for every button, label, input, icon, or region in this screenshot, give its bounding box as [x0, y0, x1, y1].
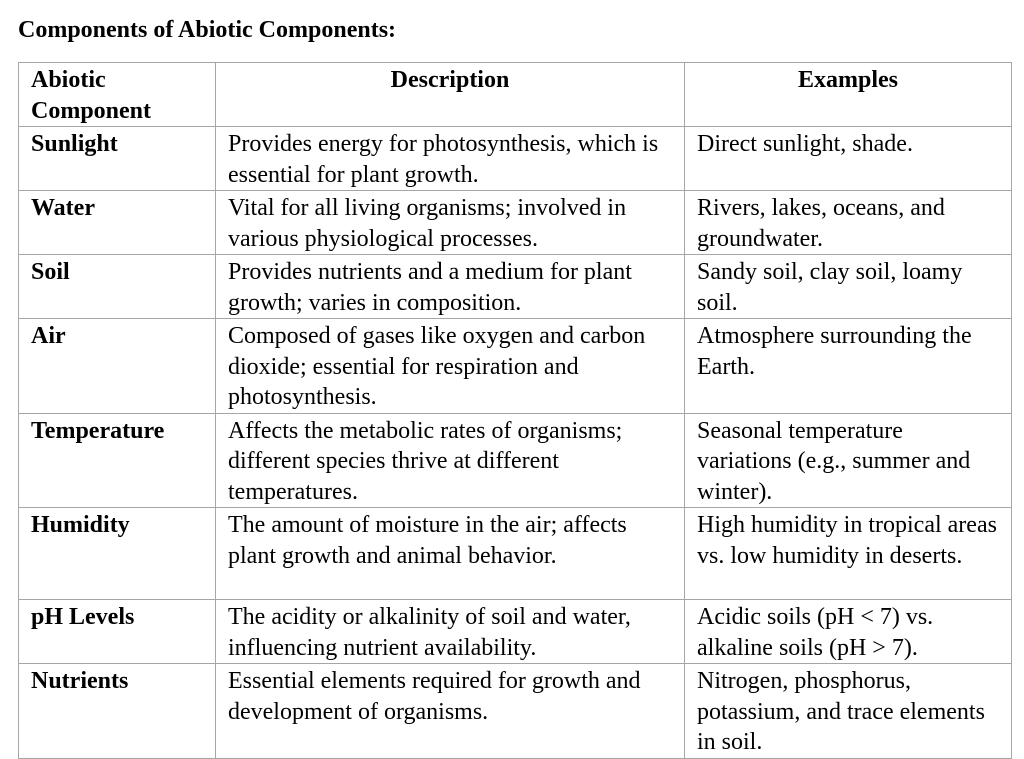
- component-examples: Acidic soils (pH < 7) vs. alkaline soils (pH > 7).: [685, 600, 1012, 664]
- component-name: Water: [19, 191, 216, 255]
- page-title: Components of Abiotic Components:: [18, 17, 397, 43]
- component-description: Composed of gases like oxygen and carbon dioxide; essential for respiration and photosynthesis.: [216, 319, 685, 414]
- component-description: The amount of moisture in the air; affects plant growth and animal behavior.: [216, 508, 685, 600]
- component-examples: Direct sunlight, shade.: [685, 127, 1012, 191]
- component-description: Essential elements required for growth and development of organisms.: [216, 664, 685, 759]
- table-row: [19, 508, 1012, 600]
- header-examples: Examples: [685, 63, 1012, 127]
- component-name: Soil: [19, 255, 216, 319]
- component-name: Nutrients: [19, 664, 216, 759]
- table-row: [19, 319, 1012, 414]
- component-examples: Rivers, lakes, oceans, and groundwater.: [685, 191, 1012, 255]
- component-description: Provides energy for photosynthesis, which is essential for plant growth.: [216, 127, 685, 191]
- component-description: Vital for all living organisms; involved in various physiological processes.: [216, 191, 685, 255]
- table-header-row: [19, 63, 1012, 127]
- component-examples: High humidity in tropical areas vs. low humidity in deserts.: [685, 508, 1012, 600]
- component-examples: Atmosphere surrounding the Earth.: [685, 319, 1012, 414]
- header-description: Description: [216, 63, 685, 127]
- table-row: [19, 600, 1012, 664]
- component-description: Provides nutrients and a medium for plant growth; varies in composition.: [216, 255, 685, 319]
- table-row: [19, 664, 1012, 759]
- component-name: Air: [19, 319, 216, 414]
- component-name: pH Levels: [19, 600, 216, 664]
- component-name: Temperature: [19, 413, 216, 508]
- table-row: [19, 255, 1012, 319]
- table-row: [19, 413, 1012, 508]
- component-examples: Seasonal temperature variations (e.g., summer and winter).: [685, 413, 1012, 508]
- component-name: Sunlight: [19, 127, 216, 191]
- table-row: [19, 127, 1012, 191]
- header-abiotic-component: Abiotic Component: [19, 63, 216, 127]
- component-examples: Nitrogen, phosphorus, potassium, and trace elements in soil.: [685, 664, 1012, 759]
- component-description: The acidity or alkalinity of soil and water, influencing nutrient availability.: [216, 600, 685, 664]
- component-description: Affects the metabolic rates of organisms; different species thrive at different temperatures.: [216, 413, 685, 508]
- table-row: [19, 191, 1012, 255]
- component-name: Humidity: [19, 508, 216, 600]
- component-examples: Sandy soil, clay soil, loamy soil.: [685, 255, 1012, 319]
- abiotic-components-table: [18, 62, 1012, 759]
